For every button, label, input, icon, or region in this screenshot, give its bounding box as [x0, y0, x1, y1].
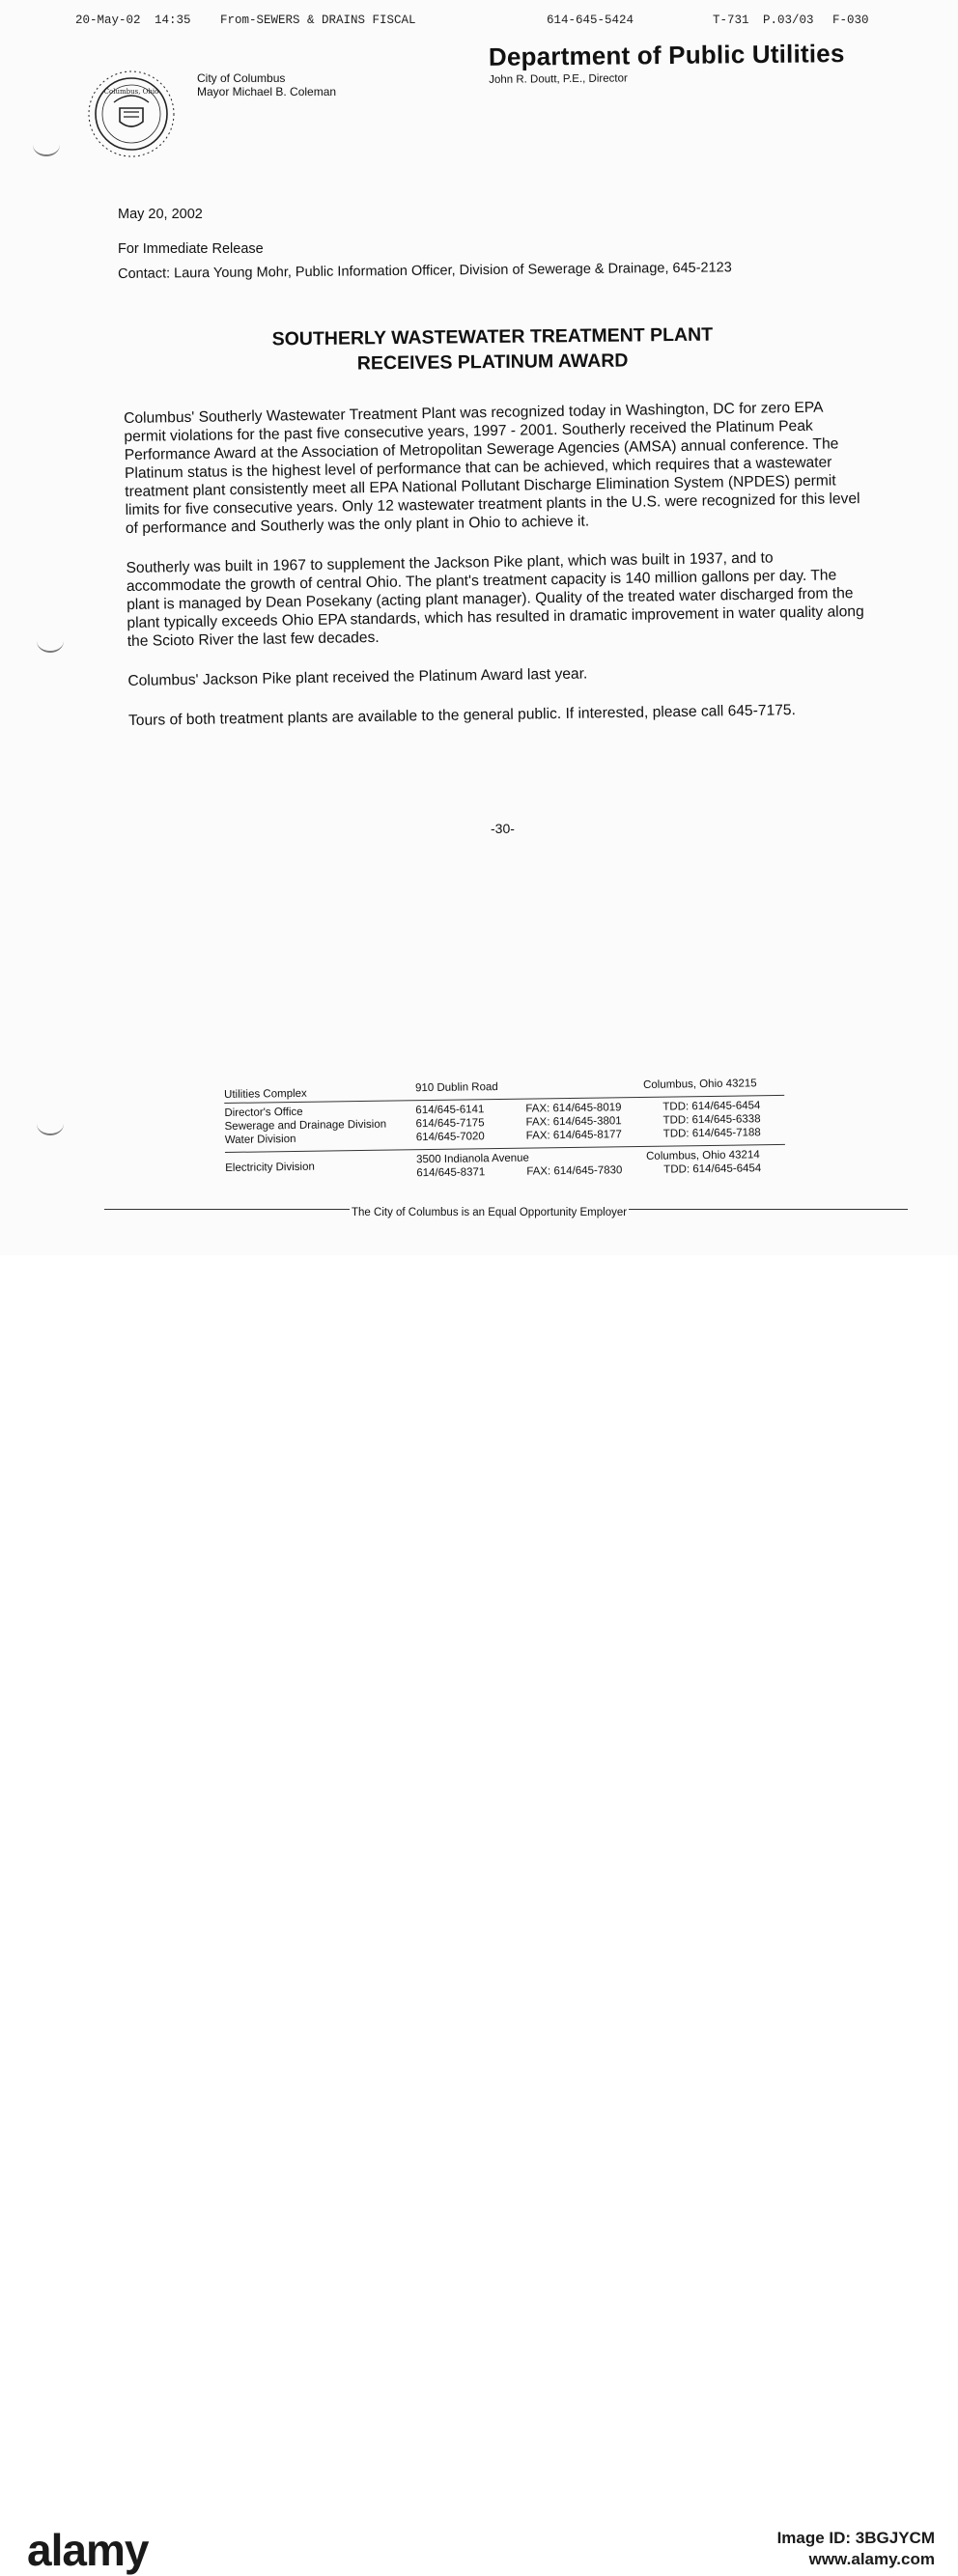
- punch-hole-mark: [37, 1112, 64, 1135]
- fax-date: 20-May-02: [75, 14, 141, 27]
- document-page: [0, 0, 958, 1255]
- tdd-3: TDD: 614/645-7188: [662, 1127, 761, 1140]
- electricity-division: Electricity Division: [225, 1161, 315, 1174]
- electricity-address: 3500 Indianola Avenue: [416, 1152, 529, 1166]
- fax-1: FAX: 614/645-8019: [525, 1102, 622, 1115]
- stock-bar: [0, 1255, 958, 2575]
- fax-3: FAX: 614/645-8177: [525, 1129, 622, 1142]
- stock-image-id: Image ID: 3BGJYCM: [776, 2529, 935, 2547]
- paragraph-2: Southerly was built in 1967 to supplement the Jackson Pike plant, which was built in 1937, and to accommodate the growth of central Ohio. The plant's treatment capacity is 140 million gallons per day. The plant is managed by Dean Posekany (acting plant manager). Quality of the treated water discharged from the plant typically exceeds Ohio EPA standards, which has resulted in dramatic improvement in water quality along the Scioto River the last few decades.: [126, 549, 864, 650]
- punch-hole-mark: [37, 630, 64, 653]
- fax-page: P.03/03: [763, 14, 814, 27]
- end-marker: -30-: [491, 821, 515, 836]
- sewerage-division: Sewerage and Drainage Division: [224, 1118, 387, 1133]
- water-division: Water Division: [224, 1133, 296, 1146]
- tdd-1: TDD: 614/645-6454: [662, 1100, 761, 1113]
- release-contact: Contact: Laura Young Mohr, Public Information Officer, Division of Sewerage & Drainage, 645-2123: [118, 260, 732, 282]
- city-block: [197, 71, 336, 98]
- complex-city: Columbus, Ohio 43215: [642, 1078, 757, 1091]
- stock-url: www.alamy.com: [808, 2550, 935, 2568]
- tdd-2: TDD: 614/645-6338: [662, 1113, 761, 1127]
- fax-from: From-SEWERS & DRAINS FISCAL: [220, 14, 416, 27]
- footer-directory: [224, 1078, 785, 1184]
- stock-info: [777, 2528, 935, 2570]
- release-status: For Immediate Release: [118, 241, 264, 257]
- electricity-city: Columbus, Ohio 43214: [645, 1149, 760, 1162]
- seal-text: Columbus, Ohio: [103, 88, 159, 96]
- fax-2: FAX: 614/645-3801: [525, 1115, 622, 1129]
- phone-1: 614/645-6141: [415, 1104, 485, 1117]
- city-seal-icon: [81, 64, 182, 164]
- department-director: John R. Doutt, P.E., Director: [489, 72, 628, 86]
- directors-office: Director's Office: [224, 1106, 303, 1119]
- fax-form: F-030: [832, 14, 869, 27]
- headline: [193, 322, 793, 378]
- department-title: Department of Public Utilities: [488, 39, 845, 71]
- press-release-body: [124, 398, 872, 751]
- stock-brand-logo: alamy: [27, 2525, 149, 2575]
- fax-code: T-731: [713, 14, 749, 27]
- electricity-tdd: TDD: 614/645-6454: [663, 1162, 762, 1176]
- paragraph-4: Tours of both treatment plants are available to the general public. If interested, please call 645-7175.: [127, 702, 797, 729]
- complex-label: Utilities Complex: [224, 1087, 307, 1101]
- mayor-name: Mayor Michael B. Coleman: [197, 85, 337, 98]
- complex-address: 910 Dublin Road: [414, 1081, 498, 1095]
- fax-time: 14:35: [155, 14, 191, 27]
- release-date: May 20, 2002: [118, 207, 203, 222]
- phone-2: 614/645-7175: [415, 1117, 485, 1131]
- electricity-phone: 614/645-8371: [416, 1166, 486, 1180]
- paragraph-3: Columbus' Jackson Pike plant received the Platinum Award last year.: [127, 665, 588, 689]
- department-block: [489, 39, 845, 86]
- city-name: City of Columbus: [197, 71, 286, 85]
- electricity-fax: FAX: 614/645-7830: [526, 1164, 623, 1178]
- headline-line-2: RECEIVES PLATINUM AWARD: [356, 350, 629, 375]
- equal-opportunity-statement: The City of Columbus is an Equal Opportunity Employer: [352, 1207, 628, 1218]
- headline-line-1: SOUTHERLY WASTEWATER TREATMENT PLANT: [271, 323, 714, 350]
- punch-hole-mark: [33, 133, 60, 156]
- paragraph-1: Columbus' Southerly Wastewater Treatment Plant was recognized today in Washington, DC for zero EPA permit violations for the past five consecutive years, 1997 - 2001. Southerly received the Platinum Peak Performance Award at the Association of Metropolitan Sewerage Agencies (AMSA) annual conference. The Platinum status is the highest level of performance that can be achieved, which requires that a wastewater treatment plant consistently meet all EPA National Pollutant Discharge Elimination System (NPDES) permit limits for five consecutive years. Only 12 wastewater treatment plants in the U.S. were recognized for this level of performance and Southerly was the only plant in Ohio to achieve it.: [124, 399, 860, 537]
- fax-phone: 614-645-5424: [547, 14, 634, 27]
- phone-3: 614/645-7020: [415, 1131, 485, 1144]
